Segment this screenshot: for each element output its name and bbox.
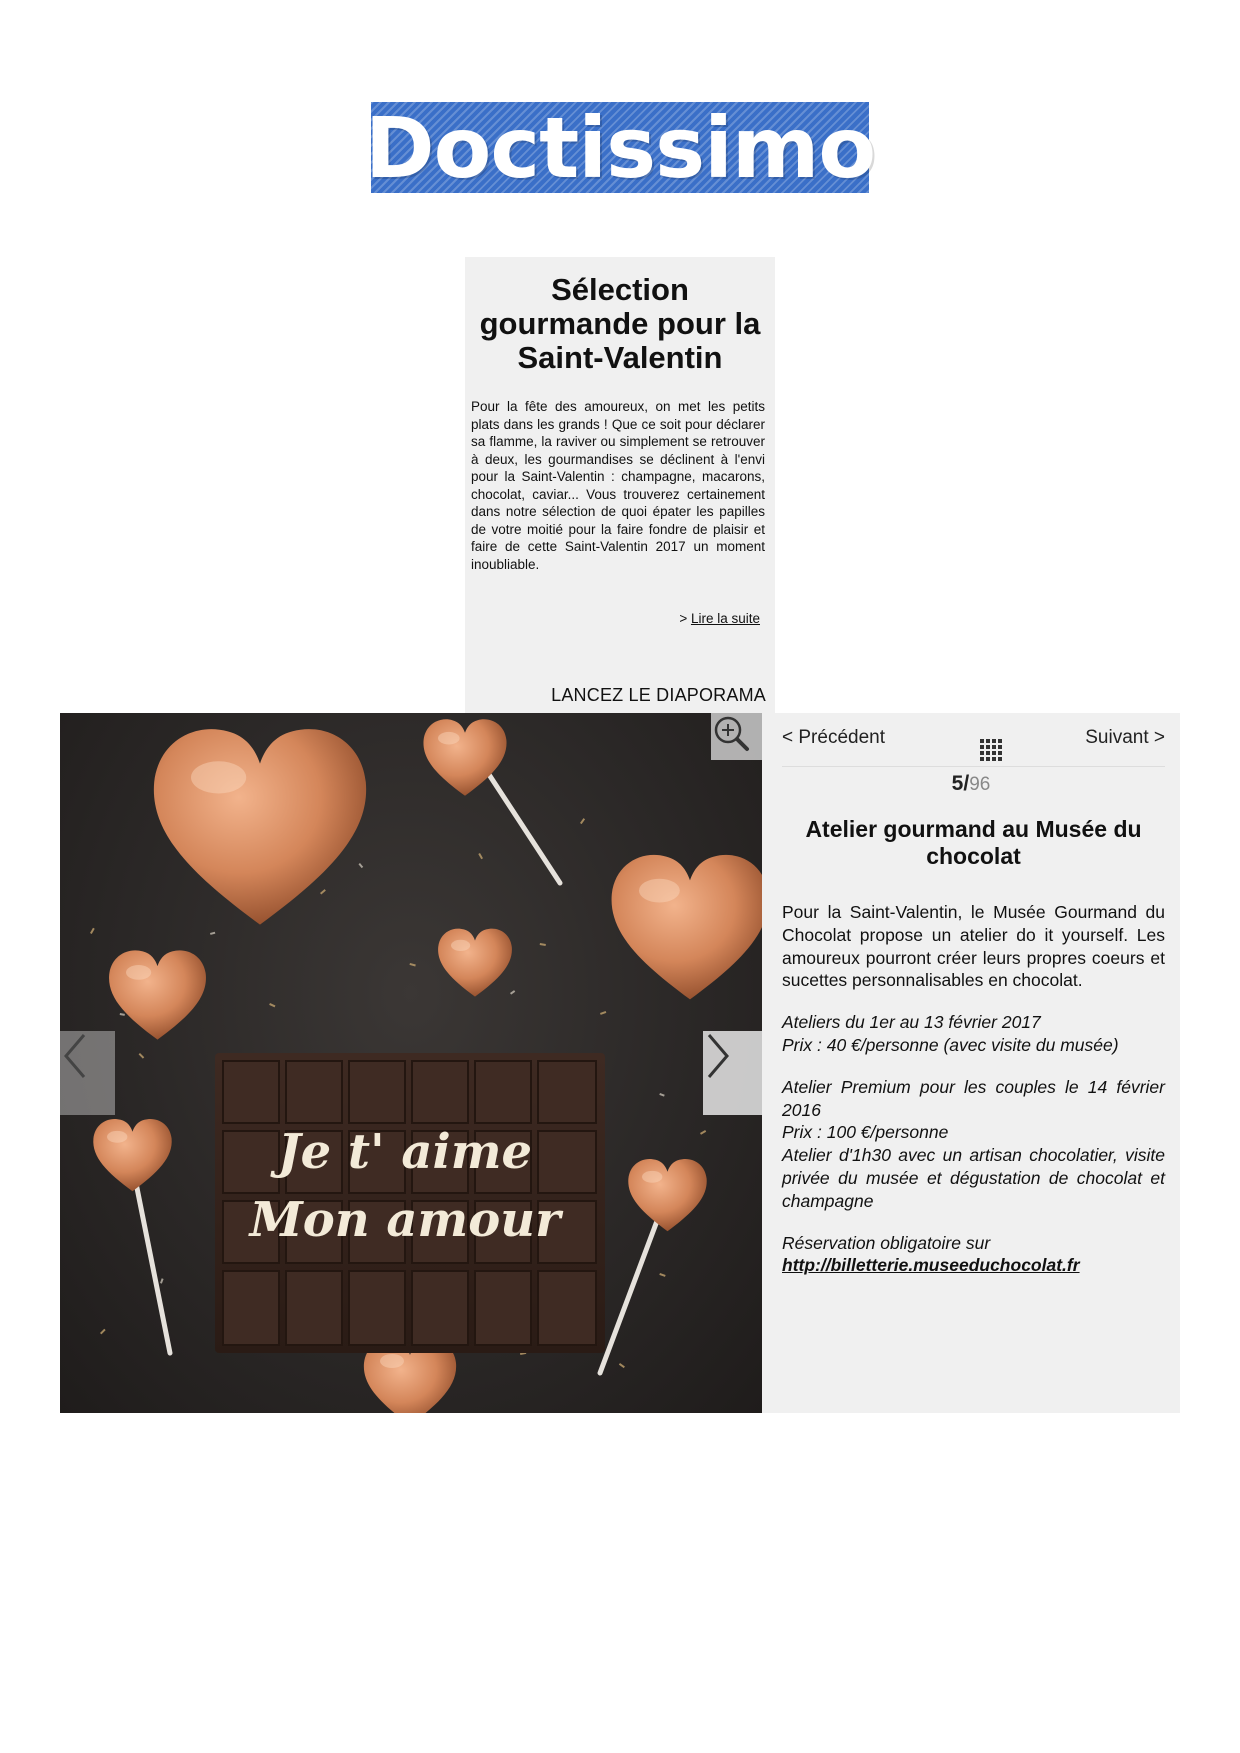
previous-slide-link[interactable]: < Précédent [782,727,885,748]
premium-line1: Atelier Premium pour les couples le 14 février 2016 [782,1076,1165,1120]
reservation-text: Réservation obligatoire sur [782,1232,991,1253]
slide-counter [762,772,1180,796]
photo-prev-button[interactable] [60,1031,115,1115]
doctissimo-logo[interactable] [364,98,876,197]
divider [782,766,1165,767]
slide-dates [782,1011,1165,1057]
zoom-in-icon [711,713,751,753]
slide-photo [60,713,762,1413]
intro-panel [465,257,775,713]
dates-line1: Ateliers du 1er au 13 février 2017 [782,1012,1041,1033]
chocolate-hearts-illustration [60,713,762,1413]
page-title: Sélection gourmande pour la Saint-Valentin [479,272,761,375]
chevron-right-icon [703,1031,733,1081]
read-more-prefix: > [679,611,691,626]
zoom-button[interactable] [711,713,762,760]
photo-next-button[interactable] [703,1031,762,1115]
premium-line3: Atelier d'1h30 avec un artisan chocolatier, visite privée du musée et dégustation de chocolat et champagne [782,1145,1165,1211]
read-more [679,611,760,626]
slide-current: 5/ [951,772,970,795]
slide-description: Pour la Saint-Valentin, le Musée Gourmand du Chocolat propose un atelier do it yourself. Les amoureux pourront créer leurs propres coeurs et sucettes personnalisables en chocolat. [782,902,1165,991]
slide-info-panel [762,713,1180,1413]
intro-text: Pour la fête des amoureux, on met les petits plats dans les grands ! Que ce soit pour déclarer sa flamme, la raviver ou simplement se retrouver à deux, les gourmandises se déclinent à l'envi pour la Saint-Valentin : champagne, macarons, chocolat, caviar... Vous trouverez certainement dans notre sélection de quoi épater les papilles de votre moitié pour la faire fondre de plaisir et faire de cette Saint-Valentin 2017 un moment inoubliable. [471,399,765,572]
launch-slideshow-button[interactable]: LANCEZ LE DIAPORAMA [551,685,766,705]
slide-total: 96 [969,774,991,795]
chocolate-text-line2: Mon amour [249,1192,561,1248]
chevron-left-icon [60,1031,90,1081]
slide-title: Atelier gourmand au Musée du chocolat [805,816,1142,869]
dates-line2: Prix : 40 €/personne (avec visite du musée) [782,1034,1119,1055]
reservation-link[interactable]: http://billetterie.museeduchocolat.fr [782,1255,1080,1276]
chocolate-bar [215,1053,605,1353]
read-more-link[interactable]: Lire la suite [690,611,760,626]
premium-line2: Prix : 100 €/personne [782,1122,949,1143]
slide-premium [782,1076,1165,1213]
slide-body [782,901,1165,1296]
next-slide-link[interactable]: Suivant > [1085,727,1165,748]
chocolate-text-line1: Je t' aime [277,1124,533,1180]
grid-icon[interactable] [980,739,1002,761]
logo-text: Doctissimo [364,98,876,197]
slide-reservation [782,1232,1165,1278]
slide-navigation [782,727,1165,755]
